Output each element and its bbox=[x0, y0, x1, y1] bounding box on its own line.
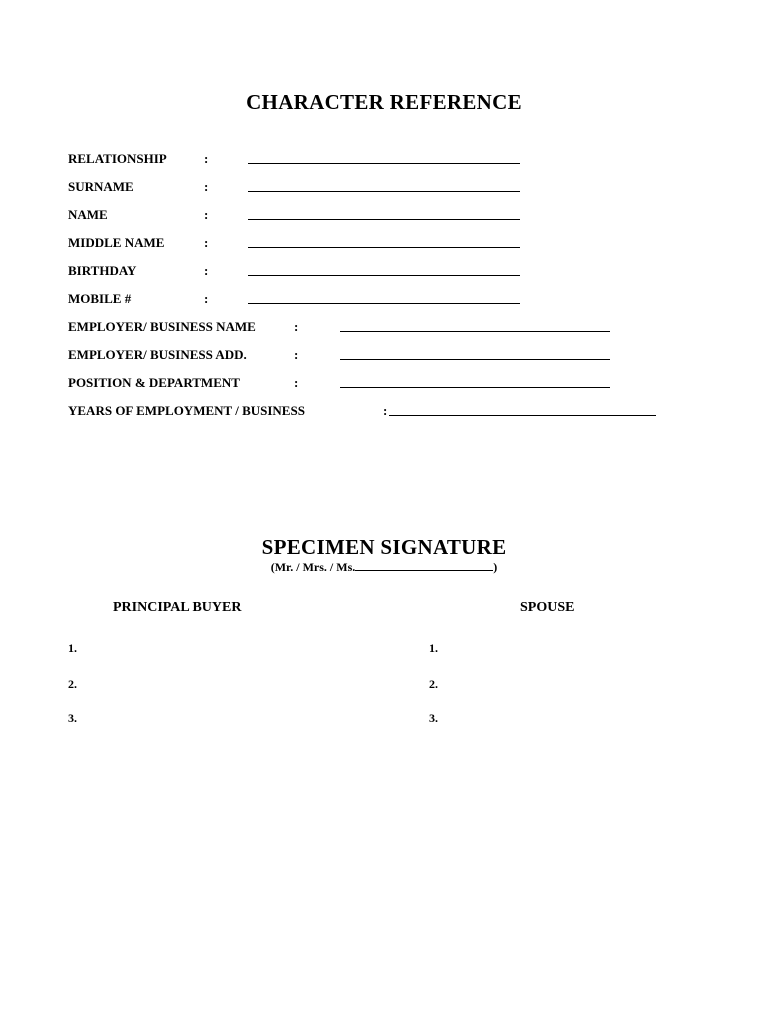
principal-signature-1[interactable]: 1. bbox=[68, 641, 77, 655]
relationship-colon: : bbox=[204, 151, 209, 166]
employer-name-field[interactable] bbox=[340, 331, 610, 332]
salutation-suffix: ) bbox=[493, 560, 498, 574]
salutation-line bbox=[0, 559, 768, 574]
position-department-field[interactable] bbox=[340, 387, 610, 388]
employer-address-field[interactable] bbox=[340, 359, 610, 360]
name-field[interactable] bbox=[248, 219, 520, 220]
mobile-field[interactable] bbox=[248, 303, 520, 304]
surname-colon: : bbox=[204, 179, 209, 194]
spouse-signature-2[interactable]: 2. bbox=[429, 677, 438, 691]
principal-signature-3[interactable]: 3. bbox=[68, 711, 77, 725]
specimen-signature-title: SPECIMEN SIGNATURE bbox=[261, 535, 507, 559]
spouse-signature-1[interactable]: 1. bbox=[429, 641, 438, 655]
spouse-heading: SPOUSE bbox=[520, 600, 575, 615]
surname-field[interactable] bbox=[248, 191, 520, 192]
principal-signature-2[interactable]: 2. bbox=[68, 677, 77, 691]
birthday-field[interactable] bbox=[248, 275, 520, 276]
mobile-colon: : bbox=[204, 291, 209, 306]
surname-label: SURNAME bbox=[68, 179, 134, 194]
employer-name-colon: : bbox=[294, 319, 299, 334]
relationship-field[interactable] bbox=[248, 163, 520, 164]
birthday-colon: : bbox=[204, 263, 209, 278]
position-department-label: POSITION & DEPARTMENT bbox=[68, 375, 240, 390]
employer-address-label: EMPLOYER/ BUSINESS ADD. bbox=[68, 347, 247, 362]
mobile-label: MOBILE # bbox=[68, 291, 132, 306]
employer-name-label: EMPLOYER/ BUSINESS NAME bbox=[68, 319, 256, 334]
name-label: NAME bbox=[68, 207, 108, 222]
middle-name-label: MIDDLE NAME bbox=[68, 235, 165, 250]
position-department-colon: : bbox=[294, 375, 299, 390]
salutation-name-field[interactable] bbox=[355, 559, 493, 571]
years-employment-field[interactable] bbox=[389, 415, 656, 416]
page-title: CHARACTER REFERENCE bbox=[246, 90, 522, 114]
middle-name-colon: : bbox=[204, 235, 209, 250]
years-employment-colon: : bbox=[383, 403, 388, 418]
salutation-prefix: (Mr. / Mrs. / Ms. bbox=[270, 560, 356, 574]
principal-buyer-heading: PRINCIPAL BUYER bbox=[113, 600, 242, 615]
spouse-signature-3[interactable]: 3. bbox=[429, 711, 438, 725]
relationship-label: RELATIONSHIP bbox=[68, 151, 167, 166]
middle-name-field[interactable] bbox=[248, 247, 520, 248]
years-employment-label: YEARS OF EMPLOYMENT / BUSINESS bbox=[68, 403, 305, 418]
birthday-label: BIRTHDAY bbox=[68, 263, 137, 278]
name-colon: : bbox=[204, 207, 209, 222]
employer-address-colon: : bbox=[294, 347, 299, 362]
